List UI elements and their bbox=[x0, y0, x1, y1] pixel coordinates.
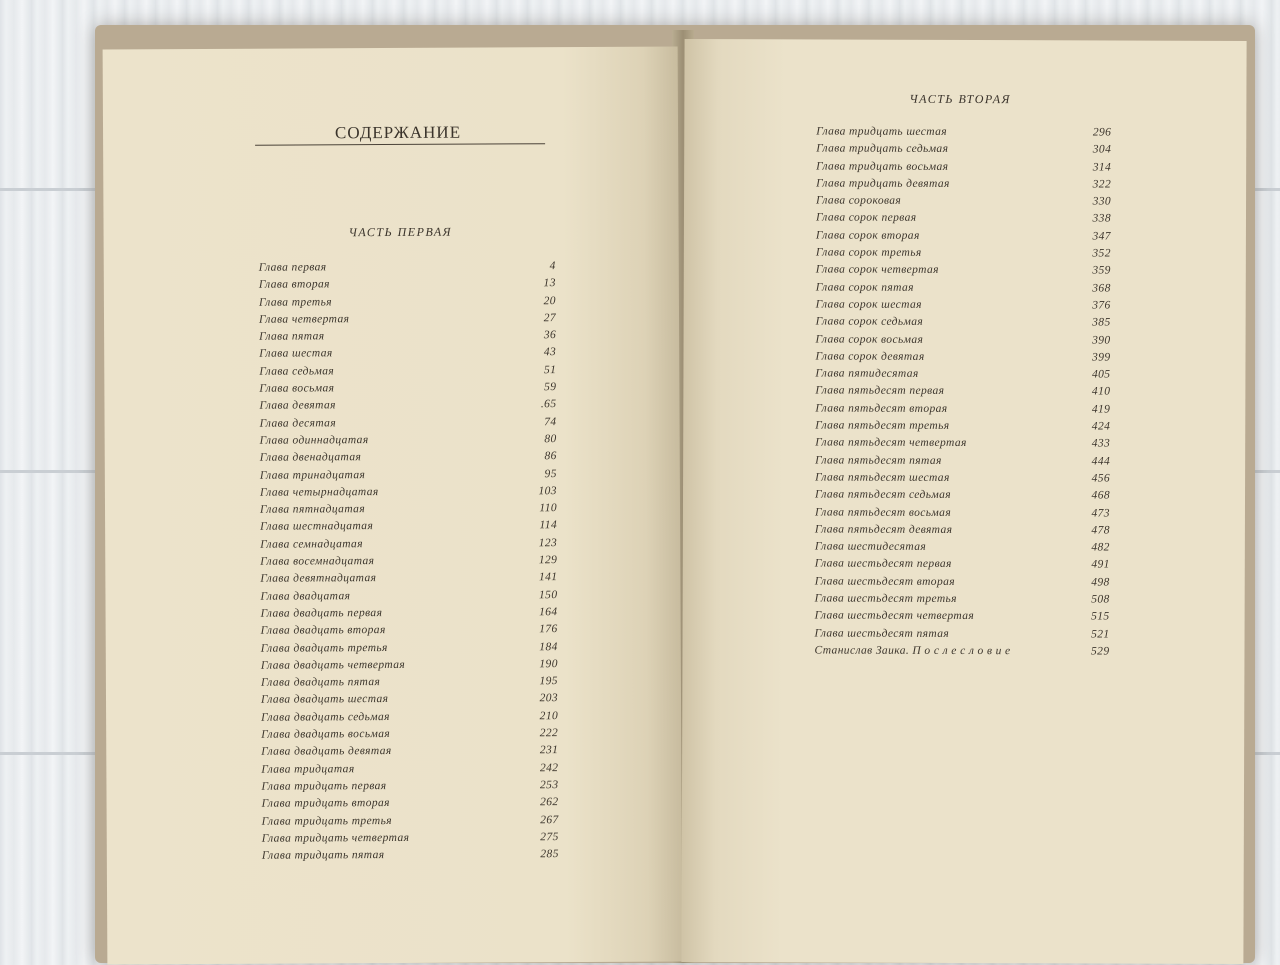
toc-entry bbox=[261, 606, 558, 625]
toc-entry-title: Глава сорок шестая bbox=[815, 298, 922, 311]
toc-entry-title: Глава девятнадцатая bbox=[260, 572, 377, 586]
toc-entry-page: 110 bbox=[539, 502, 558, 515]
heading-rule bbox=[255, 143, 545, 146]
toc-entry-title: Глава тринадцатая bbox=[259, 468, 366, 482]
toc-entry-title: Глава одиннадцатая bbox=[259, 434, 369, 447]
toc-entry-page: 242 bbox=[539, 761, 559, 774]
toc-entry-page: 456 bbox=[1091, 472, 1111, 485]
toc-entry-title: Глава тридцать седьмая bbox=[816, 142, 949, 156]
toc-entry bbox=[260, 537, 557, 556]
toc-entry-title: Глава тридцать третья bbox=[261, 814, 393, 828]
toc-entry-page: 36 bbox=[543, 329, 557, 342]
toc-entry bbox=[816, 212, 1111, 230]
toc-entry-page: 253 bbox=[539, 779, 559, 792]
toc-entry-title: Глава пятьдесят шестая bbox=[815, 471, 950, 484]
toc-entry bbox=[260, 520, 557, 539]
toc-entry-title: Глава сорок восьмая bbox=[815, 333, 924, 346]
toc-entry bbox=[815, 402, 1110, 420]
toc-entry-page: 86 bbox=[544, 450, 557, 463]
toc-entry-page: 103 bbox=[538, 484, 557, 498]
toc-entry-page: 190 bbox=[539, 657, 558, 671]
toc-entry-page: 20 bbox=[543, 294, 556, 307]
toc-entry bbox=[260, 416, 557, 435]
toc-entry bbox=[816, 281, 1111, 299]
toc-entry-page: 498 bbox=[1091, 576, 1110, 589]
toc-entry-page: 338 bbox=[1092, 212, 1112, 225]
toc-entry-title: Глава пятьдесят пятая bbox=[815, 454, 942, 467]
toc-entry-page: 359 bbox=[1092, 264, 1111, 277]
part-one-toc bbox=[259, 260, 559, 867]
toc-entry bbox=[259, 329, 556, 348]
toc-entry-title: Глава двадцать шестая bbox=[260, 693, 389, 707]
toc-entry-page: 210 bbox=[539, 709, 559, 722]
toc-entry bbox=[816, 143, 1111, 161]
toc-entry bbox=[815, 541, 1110, 559]
toc-entry-page: 129 bbox=[538, 554, 558, 567]
toc-entry-page: 529 bbox=[1091, 645, 1110, 658]
toc-entry bbox=[259, 399, 556, 418]
toc-entry bbox=[816, 177, 1111, 195]
toc-entry-title: Глава двенадцатая bbox=[259, 451, 362, 464]
toc-entry bbox=[816, 229, 1111, 247]
toc-entry bbox=[816, 247, 1111, 265]
toc-entry-title: Глава пятая bbox=[259, 330, 325, 343]
toc-entry-title: Глава пятьдесят восьмая bbox=[814, 506, 952, 519]
toc-entry bbox=[262, 831, 559, 850]
toc-entry bbox=[815, 592, 1110, 610]
toc-entry bbox=[816, 125, 1111, 143]
toc-entry-page: 478 bbox=[1091, 524, 1110, 537]
toc-entry-page: 80 bbox=[544, 433, 557, 446]
toc-entry-page: 4 bbox=[549, 260, 556, 273]
toc-entry-title: Глава пятьдесят первая bbox=[815, 384, 945, 398]
toc-entry bbox=[260, 468, 557, 487]
toc-entry bbox=[261, 675, 558, 694]
toc-entry-title: Глава тридцать девятая bbox=[816, 177, 950, 190]
toc-entry-page: 322 bbox=[1092, 178, 1112, 191]
toc-entry bbox=[815, 489, 1110, 507]
part-two-toc bbox=[814, 125, 1111, 662]
toc-entry-page: 27 bbox=[543, 312, 557, 325]
toc-entry bbox=[815, 627, 1110, 645]
toc-entry-page: 399 bbox=[1092, 351, 1111, 364]
toc-entry-title: Глава шестьдесят третья bbox=[814, 592, 957, 605]
toc-entry-title: Глава двадцать вторая bbox=[260, 624, 386, 637]
toc-entry-title: Глава четырнадцатая bbox=[259, 485, 379, 499]
toc-entry bbox=[262, 814, 559, 833]
toc-entry-title: Глава двадцать четвертая bbox=[260, 658, 406, 672]
toc-entry-title: Глава пятьдесят четвертая bbox=[815, 436, 967, 450]
toc-entry-page: 468 bbox=[1091, 489, 1111, 502]
toc-entry-title: Глава шестидесятая bbox=[814, 540, 927, 553]
toc-entry-page: 444 bbox=[1091, 455, 1111, 468]
toc-entry-page: 164 bbox=[539, 606, 558, 619]
toc-entry-title: Глава двадцать седьмая bbox=[261, 710, 390, 724]
toc-entry-title: Глава девятая bbox=[259, 399, 336, 413]
toc-entry-page: 267 bbox=[540, 813, 559, 826]
toc-entry bbox=[815, 610, 1110, 628]
part-one-title: ЧАСТЬ ПЕРВАЯ bbox=[348, 224, 453, 240]
toc-entry-title: Глава сорок вторая bbox=[815, 229, 920, 242]
toc-entry-title: Глава шестьдесят пятая bbox=[814, 627, 950, 640]
toc-entry-page: 473 bbox=[1091, 506, 1110, 520]
toc-entry-title: Глава тридцать четвертая bbox=[261, 831, 410, 845]
toc-entry-title: Глава тридцать пятая bbox=[261, 849, 385, 862]
toc-entry bbox=[815, 471, 1110, 489]
toc-entry-title: Глава сорок первая bbox=[815, 211, 917, 225]
toc-entry-page: 410 bbox=[1091, 385, 1111, 398]
toc-entry bbox=[260, 571, 557, 590]
right-page bbox=[681, 39, 1246, 964]
toc-entry-title: Глава восьмая bbox=[259, 382, 335, 395]
toc-entry bbox=[261, 762, 558, 781]
toc-entry-page: 296 bbox=[1092, 126, 1112, 139]
toc-entry-page: 482 bbox=[1091, 541, 1110, 554]
toc-entry-title: Глава сорок пятая bbox=[815, 281, 914, 294]
contents-heading: СОДЕРЖАНИЕ bbox=[334, 122, 462, 143]
toc-entry-title: Глава тридцать вторая bbox=[261, 797, 390, 810]
toc-entry-page: 43 bbox=[543, 346, 557, 359]
toc-entry bbox=[260, 433, 557, 452]
toc-entry-title: Глава тридцать первая bbox=[261, 779, 387, 793]
toc-entry-page: 368 bbox=[1092, 282, 1111, 295]
toc-entry bbox=[261, 693, 558, 712]
toc-entry bbox=[816, 298, 1111, 316]
toc-entry bbox=[815, 506, 1110, 524]
toc-entry-title: Глава десятая bbox=[259, 416, 337, 430]
toc-entry-title: Глава пятьдесят вторая bbox=[815, 402, 948, 415]
toc-entry-title: Глава шестнадцатая bbox=[260, 520, 374, 534]
toc-entry-page: 376 bbox=[1092, 299, 1111, 312]
toc-entry bbox=[262, 796, 559, 815]
toc-entry bbox=[259, 364, 556, 383]
toc-entry bbox=[260, 589, 557, 608]
toc-entry-page: 352 bbox=[1092, 247, 1111, 260]
toc-entry-page: 203 bbox=[539, 692, 559, 705]
toc-entry bbox=[261, 623, 558, 642]
toc-entry-title: Глава пятидесятая bbox=[815, 367, 919, 380]
toc-entry bbox=[815, 575, 1110, 593]
toc-entry bbox=[815, 350, 1110, 368]
toc-entry-page: 405 bbox=[1091, 368, 1111, 381]
toc-entry-title: Глава сороковая bbox=[816, 194, 902, 207]
toc-entry bbox=[816, 264, 1111, 282]
toc-entry bbox=[259, 295, 556, 314]
toc-entry-page: 385 bbox=[1092, 316, 1111, 329]
toc-entry bbox=[259, 381, 556, 400]
toc-entry-title: Глава тридцатая bbox=[261, 762, 355, 776]
toc-entry-page: 123 bbox=[538, 536, 558, 549]
toc-entry-title: Глава двадцать первая bbox=[260, 606, 383, 620]
toc-entry-page: 433 bbox=[1091, 437, 1111, 450]
toc-entry-title: Глава первая bbox=[258, 261, 327, 274]
toc-entry-title: Глава двадцать пятая bbox=[260, 676, 381, 689]
toc-entry-title: Глава восемнадцатая bbox=[260, 555, 375, 568]
toc-entry bbox=[261, 727, 558, 746]
toc-entry-page: 424 bbox=[1091, 420, 1111, 433]
toc-entry-page: 390 bbox=[1092, 334, 1111, 347]
toc-entry-title: Глава двадцатая bbox=[260, 589, 351, 603]
toc-entry bbox=[814, 644, 1109, 662]
toc-entry-page: 419 bbox=[1091, 403, 1111, 416]
toc-entry-title: Глава шестьдесят четвертая bbox=[814, 609, 975, 623]
toc-entry-page: 347 bbox=[1092, 230, 1111, 243]
toc-entry-title: Глава семнадцатая bbox=[260, 537, 363, 551]
toc-entry-title: Глава сорок четвертая bbox=[815, 263, 939, 277]
toc-entry bbox=[816, 333, 1111, 351]
toc-entry-title: Глава шестьдесят вторая bbox=[814, 575, 956, 588]
toc-entry-page: 59 bbox=[544, 381, 557, 394]
toc-entry-title: Глава двадцать девятая bbox=[261, 745, 392, 759]
toc-entry bbox=[259, 260, 556, 279]
toc-entry-page: 195 bbox=[539, 675, 558, 688]
toc-entry-title: Глава вторая bbox=[258, 278, 330, 291]
toc-entry bbox=[261, 658, 558, 677]
toc-entry bbox=[259, 312, 556, 331]
toc-entry-title: Глава шестая bbox=[259, 347, 333, 361]
toc-entry-title: Глава сорок девятая bbox=[815, 350, 925, 363]
toc-entry-page: 141 bbox=[538, 571, 558, 584]
toc-entry-page: .65 bbox=[540, 398, 557, 411]
toc-entry-page: 74 bbox=[544, 415, 557, 428]
toc-entry-page: 51 bbox=[543, 363, 557, 376]
toc-entry-title: Глава сорок седьмая bbox=[815, 315, 924, 329]
toc-entry-page: 515 bbox=[1091, 610, 1110, 623]
toc-entry bbox=[815, 437, 1110, 455]
toc-entry bbox=[816, 195, 1111, 213]
toc-entry-page: 304 bbox=[1092, 143, 1112, 156]
toc-entry-page: 262 bbox=[540, 796, 559, 809]
toc-entry bbox=[259, 277, 556, 296]
toc-entry bbox=[815, 420, 1110, 438]
toc-entry bbox=[260, 554, 557, 573]
toc-entry-title: Глава четвертая bbox=[258, 313, 350, 326]
toc-entry-page: 184 bbox=[539, 640, 558, 653]
toc-entry bbox=[815, 385, 1110, 403]
toc-entry bbox=[260, 450, 557, 469]
toc-entry-title: Глава тридцать шестая bbox=[816, 125, 948, 138]
toc-entry-page: 231 bbox=[539, 744, 559, 757]
toc-entry bbox=[260, 502, 557, 521]
toc-entry bbox=[262, 848, 559, 867]
toc-entry bbox=[815, 368, 1110, 386]
toc-entry-page: 222 bbox=[539, 727, 559, 740]
toc-entry-title: Глава двадцать третья bbox=[260, 641, 388, 655]
toc-entry-title: Глава пятьдесят седьмая bbox=[815, 488, 952, 502]
toc-entry-page: 275 bbox=[540, 830, 559, 844]
toc-entry-page: 521 bbox=[1091, 628, 1110, 641]
toc-entry-title: Глава пятьдесят девятая bbox=[814, 523, 953, 536]
toc-entry-title: Глава третья bbox=[258, 295, 333, 309]
toc-entry-page: 285 bbox=[540, 848, 559, 861]
toc-entry-page: 176 bbox=[539, 623, 558, 636]
toc-entry-page: 314 bbox=[1092, 161, 1112, 174]
toc-entry bbox=[261, 779, 558, 798]
toc-entry-page: 114 bbox=[539, 519, 558, 532]
toc-entry bbox=[261, 641, 558, 660]
toc-entry bbox=[259, 347, 556, 366]
toc-entry-title: Глава пятнадцатая bbox=[259, 503, 366, 516]
toc-entry-page: 13 bbox=[543, 277, 556, 290]
toc-entry-page: 491 bbox=[1091, 558, 1110, 571]
toc-entry bbox=[815, 454, 1110, 472]
toc-entry-page: 150 bbox=[538, 588, 558, 601]
toc-entry-page: 330 bbox=[1092, 195, 1112, 208]
toc-entry-title: Станислав Заика. П о с л е с л о в и е bbox=[814, 644, 1011, 658]
toc-entry-title: Глава двадцать восьмая bbox=[261, 728, 391, 741]
toc-entry bbox=[261, 744, 558, 763]
toc-entry-title: Глава пятьдесят третья bbox=[815, 419, 950, 432]
toc-entry bbox=[816, 316, 1111, 334]
toc-entry-title: Глава седьмая bbox=[259, 365, 335, 378]
toc-entry bbox=[260, 485, 557, 504]
toc-entry-title: Глава сорок третья bbox=[815, 246, 922, 259]
part-two-title: ЧАСТЬ ВТОРАЯ bbox=[909, 91, 1011, 107]
toc-entry bbox=[261, 710, 558, 729]
toc-entry-title: Глава шестьдесят первая bbox=[814, 557, 952, 571]
left-page bbox=[103, 47, 683, 965]
toc-entry bbox=[815, 523, 1110, 541]
toc-entry-page: 95 bbox=[544, 467, 557, 480]
toc-entry bbox=[816, 160, 1111, 178]
toc-entry-title: Глава тридцать восьмая bbox=[816, 160, 949, 173]
toc-entry-page: 508 bbox=[1091, 593, 1110, 606]
toc-entry bbox=[815, 558, 1110, 576]
